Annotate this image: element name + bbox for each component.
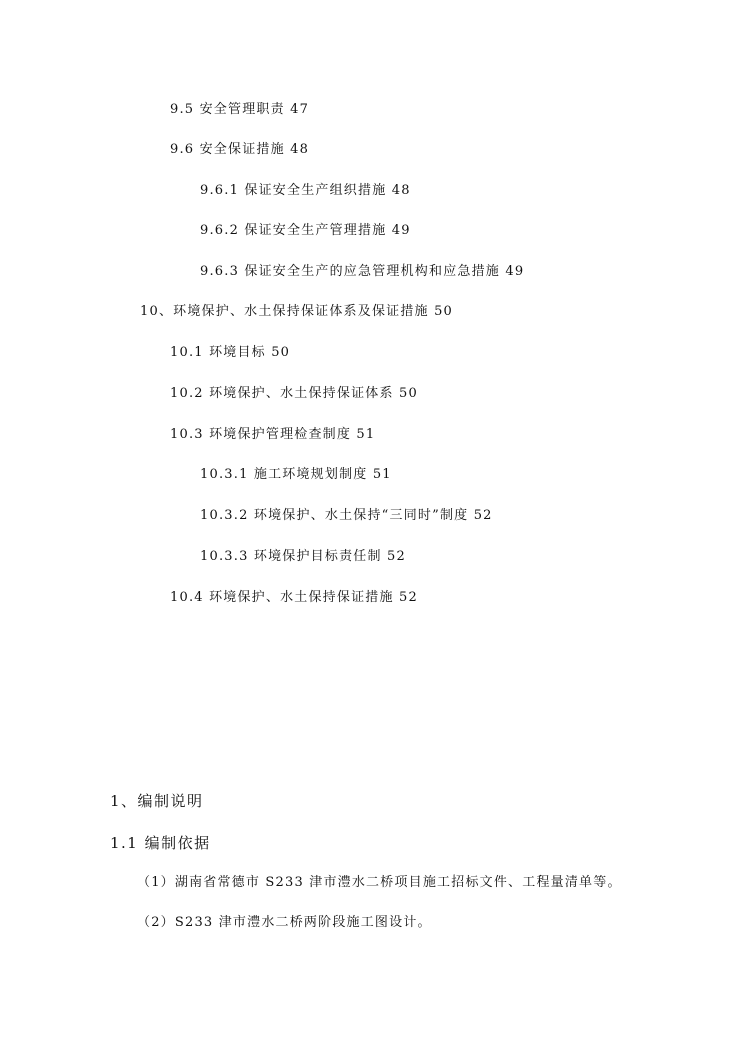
toc-entry-10: 10、环境保护、水土保持保证体系及保证措施 50 — [140, 304, 454, 319]
basis-item-2: （2）S233 津市澧水二桥两阶段施工图设计。 — [137, 915, 432, 930]
toc-entry-10-3-3: 10.3.3 环境保护目标责任制 52 — [200, 549, 406, 564]
toc-entry-10-4: 10.4 环境保护、水土保持保证措施 52 — [170, 590, 418, 605]
toc-entry-9-6-1: 9.6.1 保证安全生产组织措施 48 — [200, 183, 411, 198]
toc-entry-10-2: 10.2 环境保护、水土保持保证体系 50 — [170, 386, 418, 401]
subsection-title: 1.1 编制依据 — [110, 834, 211, 852]
toc-entry-10-1: 10.1 环境目标 50 — [170, 345, 291, 360]
toc-entry-9-6-3: 9.6.3 保证安全生产的应急管理机构和应急措施 49 — [200, 264, 525, 279]
toc-entry-10-3-1: 10.3.1 施工环境规划制度 51 — [200, 467, 392, 482]
toc-entry-9-6-2: 9.6.2 保证安全生产管理措施 49 — [200, 223, 411, 238]
toc-entry-9-6: 9.6 安全保证措施 48 — [170, 142, 310, 157]
toc-entry-9-5: 9.5 安全管理职责 47 — [170, 102, 310, 117]
toc-entry-10-3: 10.3 环境保护管理检查制度 51 — [170, 427, 376, 442]
toc-entry-10-3-2: 10.3.2 环境保护、水土保持“三同时”制度 52 — [200, 508, 493, 523]
basis-item-1: （1）湖南省常德市 S233 津市澧水二桥项目施工招标文件、工程量清单等。 — [137, 875, 622, 890]
section-title: 1、编制说明 — [110, 792, 204, 810]
